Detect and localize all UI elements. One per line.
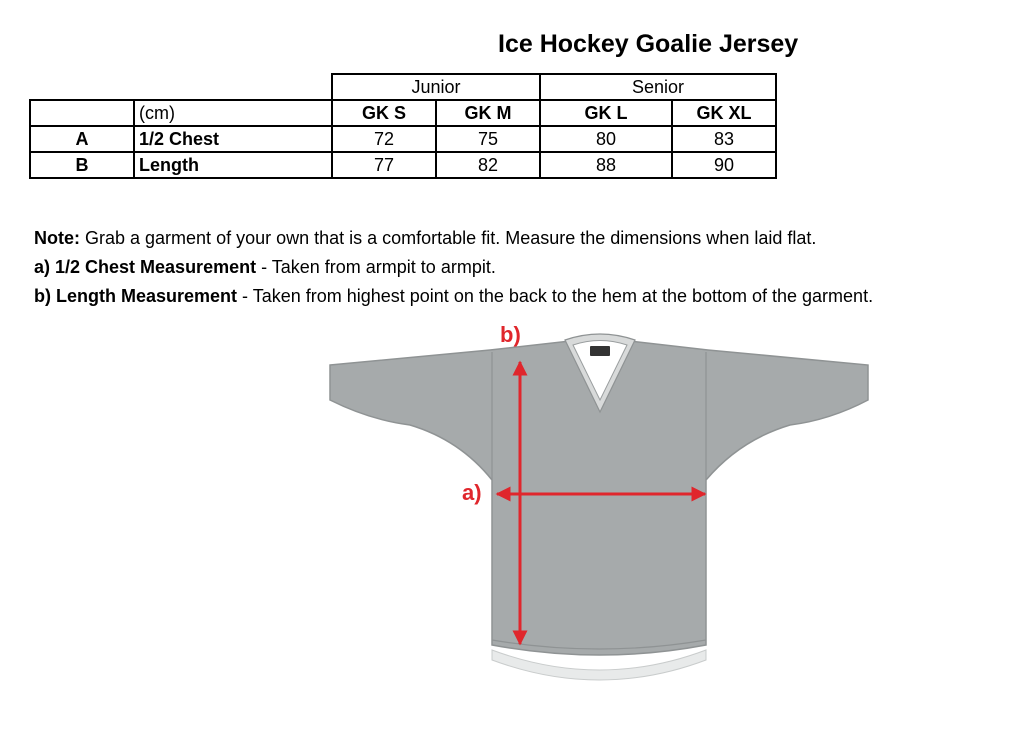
table-cell: 82 — [436, 152, 540, 178]
note-label: Note: — [34, 228, 80, 248]
table-cell: 90 — [672, 152, 776, 178]
size-header: GK M — [436, 100, 540, 126]
chest-note-label: a) 1/2 Chest Measurement — [34, 257, 257, 277]
group-junior-header: Junior — [332, 74, 540, 100]
row-label: Length — [134, 152, 332, 178]
table-cell: 72 — [332, 126, 436, 152]
row-key: A — [30, 126, 134, 152]
page-title: Ice Hockey Goalie Jersey — [498, 30, 799, 58]
jersey-tag — [590, 346, 610, 356]
row-key: B — [30, 152, 134, 178]
length-label: b) — [500, 322, 521, 347]
size-header: GK XL — [672, 100, 776, 126]
size-header: GK S — [332, 100, 436, 126]
table-cell: 77 — [332, 152, 436, 178]
length-note-text: - Taken from highest point on the back to the hem at the bottom of the garment. — [237, 286, 874, 306]
table-cell: 80 — [540, 126, 672, 152]
table-cell: 88 — [540, 152, 672, 178]
group-senior-header: Senior — [540, 74, 776, 100]
table-cell: 75 — [436, 126, 540, 152]
chest-label: a) — [462, 480, 482, 505]
row-label: 1/2 Chest — [134, 126, 332, 152]
table-cell: 83 — [672, 126, 776, 152]
length-note-label: b) Length Measurement — [34, 286, 238, 306]
note-text: Grab a garment of your own that is a comfortable fit. Measure the dimensions when laid flat. — [80, 228, 817, 248]
size-header: GK L — [540, 100, 672, 126]
chest-note-text: - Taken from armpit to armpit. — [256, 257, 496, 277]
unit-label: (cm) — [134, 100, 332, 126]
